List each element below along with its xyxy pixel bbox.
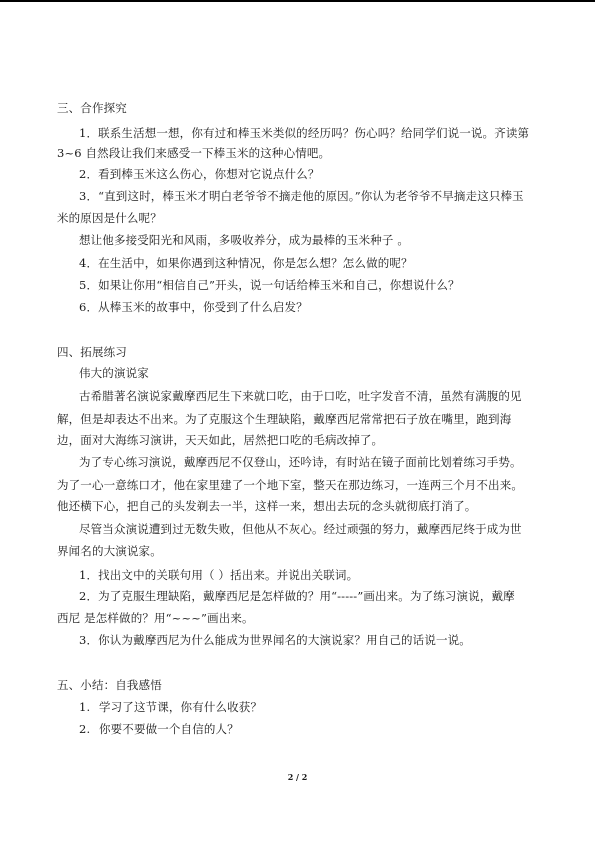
question-3-line-2: 米的原因是什么呢？ xyxy=(57,211,162,225)
section-5-heading: 五、小结：自我感悟 xyxy=(57,678,162,692)
story-title: 伟大的演说家 xyxy=(79,366,149,380)
summary-item-1-text: 学习了这节课，你有什么收获？ xyxy=(99,700,263,714)
section-3-heading: 三、合作探究 xyxy=(57,101,127,115)
exercise-3: 3．你认为戴摩西尼为什么能成为世界闻名的大演说家？用自己的话说一说。 xyxy=(79,633,471,647)
story-paragraph-2-line-2: 为了一心一意练口才，他在家里建了一个地下室，整天在那边练习，一连两三个月不出来。 xyxy=(57,478,523,492)
exercise-1: 1．找出文中的关联句用（ ）括出来。并说出关联词。 xyxy=(79,568,359,582)
top-border-line xyxy=(0,0,595,2)
question-3-line-1: 3．“直到这时，棒玉米才明白老爷爷不摘走他的原因。”你认为老爷爷不早摘走这只棒玉 xyxy=(79,189,524,203)
story-paragraph-1-line-3: 边，面对大海练习演讲，天天如此，居然把口吃的毛病改掉了。 xyxy=(57,433,384,447)
summary-item-2-number: 2. xyxy=(79,722,91,736)
story-paragraph-3-line-2: 界闻名的大演说家。 xyxy=(57,544,162,558)
question-1-line-2: 3~6 自然段让我们来感受一下棒玉米的这种心情吧。 xyxy=(57,146,331,160)
question-4: 4．在生活中，如果你遇到这种情况，你是怎么想？怎么做的呢？ xyxy=(79,256,413,270)
story-paragraph-1-line-1: 古希腊著名演说家戴摩西尼生下来就口吃，由于口吃，吐字发音不清，虽然有满腹的见 xyxy=(79,389,522,403)
question-1-line-1: 1．联系生活想一想，你有过和棒玉米类似的经历吗？伤心吗？给同学们说一说。齐读第 xyxy=(79,126,530,140)
story-paragraph-1-line-2: 解，但是却表达不出来。为了克服这个生理缺陷，戴摩西尼常常把石子放在嘴里，跑到海 xyxy=(57,412,512,426)
question-2: 2．看到棒玉米这么伤心，你想对它说点什么？ xyxy=(79,167,320,181)
question-6: 6．从棒玉米的故事中，你受到了什么启发？ xyxy=(79,300,308,314)
question-5: 5．如果让你用“相信自己”开头，说一句话给棒玉米和自己，你想说什么？ xyxy=(79,278,460,292)
page-number: 2 / 2 xyxy=(287,772,308,782)
section-4-heading: 四、拓展练习 xyxy=(57,345,127,359)
story-paragraph-3-line-1: 尽管当众演说遭到过无数失败，但他从不灰心。经过顽强的努力，戴摩西尼终于成为世 xyxy=(79,522,522,536)
summary-item-2-text: 你要不要做一个自信的人？ xyxy=(99,722,239,736)
answer-text: 想让他多接受阳光和风雨，多吸收养分，成为最棒的玉米种子 。 xyxy=(79,233,410,247)
summary-item-1-number: 1. xyxy=(79,700,91,714)
story-paragraph-2-line-3: 他还横下心，把自己的头发剃去一半，这样一来，想出去玩的念头就彻底打消了。 xyxy=(57,499,477,513)
exercise-2-line-2: 西尼 是怎样做的？用“~~~”画出来。 xyxy=(57,611,254,625)
story-paragraph-2-line-1: 为了专心练习演说，戴摩西尼不仅登山，还吟诗，有时站在镜子面前比划着练习手势。 xyxy=(79,455,522,469)
exercise-2-line-1: 2．为了克服生理缺陷，戴摩西尼是怎样做的？用“-----”画出来。为了练习演说，戴摩 xyxy=(79,589,515,603)
